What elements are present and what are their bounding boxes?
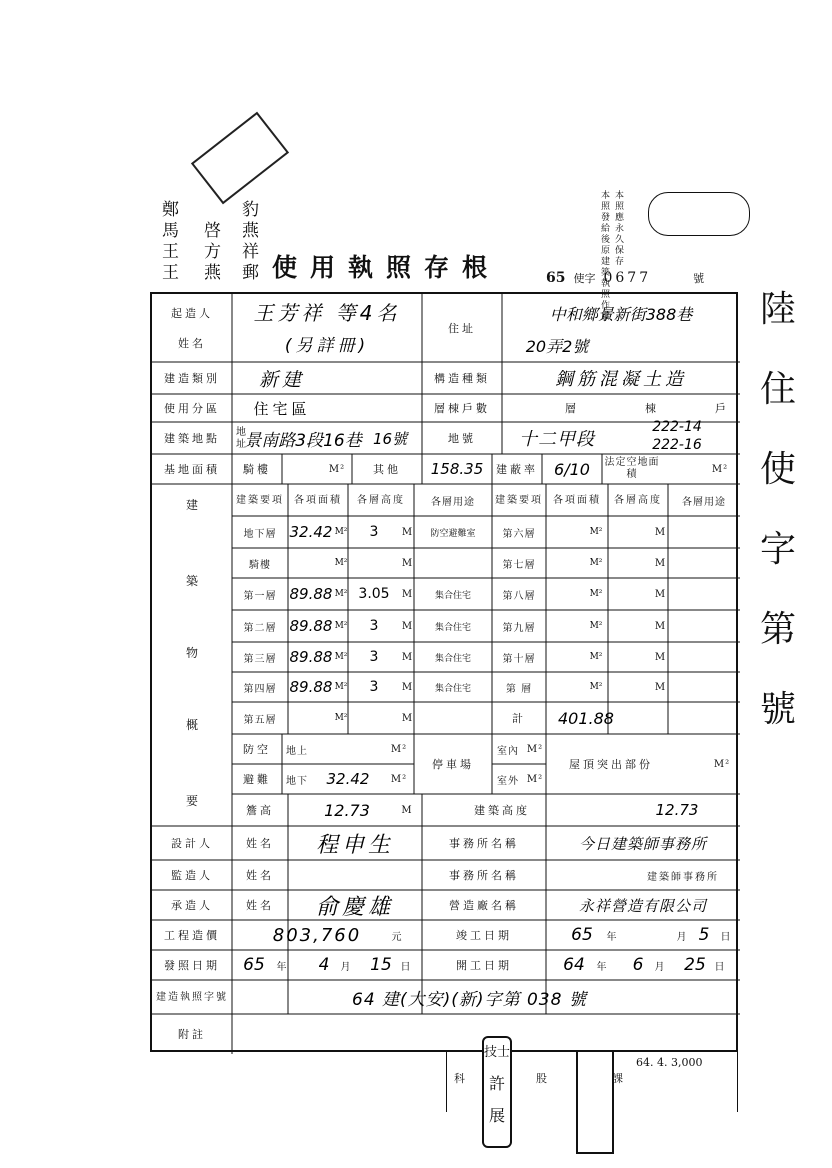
floor-area-unit-right: M² — [589, 652, 603, 662]
technician-stamp — [482, 1036, 512, 1148]
builder-note: (另詳冊) — [284, 335, 370, 356]
floor-name: 第四層 — [243, 683, 277, 695]
legal-open-unit: M² — [711, 463, 729, 475]
floor-height — [348, 548, 400, 578]
completion-year: 65 — [571, 925, 593, 945]
signoff-7: 啓 — [204, 221, 221, 241]
floor-use — [414, 548, 492, 578]
supervisor-label: 監造人 — [171, 869, 213, 882]
contractor-company: 永祥營造有限公司 — [578, 896, 707, 915]
outdoor-unit: M² — [526, 773, 544, 785]
parking-label: 停車場 — [432, 758, 474, 771]
floor-name: 第三層 — [243, 653, 277, 665]
start-day: 25 — [684, 955, 706, 975]
floor-height-unit-right: M — [654, 557, 666, 569]
head-use-left: 各層用途 — [431, 496, 475, 508]
builder-value: 王芳祥 等4名 — [253, 300, 401, 325]
overview-char-2: 築 — [186, 574, 199, 588]
floor-area: 89.88 — [289, 585, 333, 603]
start-year-unit: 年 — [596, 961, 608, 973]
designer-name-label: 姓名 — [246, 837, 274, 850]
evacuation-label: 避難 — [243, 773, 271, 786]
floor-height-unit: M — [401, 526, 413, 538]
bottom-small-label-2: 股 — [536, 1072, 547, 1085]
start-day-unit: 日 — [714, 961, 726, 973]
top-right-bracket — [648, 192, 750, 236]
floor-area-unit-right: M² — [589, 558, 603, 568]
contractor-name: 俞慶雄 — [315, 894, 394, 920]
arcade-label: 騎樓 — [243, 463, 271, 476]
permit-label: 建造執照字號 — [156, 991, 228, 1003]
designer-office: 今日建築師事務所 — [578, 834, 707, 853]
completion-label: 竣工日期 — [456, 929, 512, 942]
floor-height: 3 — [369, 524, 379, 540]
doc-number-middle: 使字 — [573, 272, 596, 285]
coverage-value: 6/10 — [554, 459, 590, 479]
floor-height-unit-right: M — [654, 588, 666, 600]
floor-area-unit-right: M² — [589, 589, 603, 599]
supervisor-office-label: 事務所名稱 — [449, 869, 519, 882]
page-title: 使用執照存根 — [272, 253, 501, 282]
signoff-4: 王 — [162, 263, 179, 283]
floor-height-unit: M — [401, 557, 413, 569]
floor-height-unit-right: M — [654, 651, 666, 663]
permit-form — [150, 292, 738, 1052]
head-area-left: 各項面積 — [294, 494, 342, 506]
head-height-right: 各層高度 — [614, 494, 662, 506]
floors-unit-household: 戶 — [715, 402, 729, 415]
head-height-left: 各層高度 — [357, 494, 405, 506]
overview-char-4: 概 — [186, 718, 199, 732]
above-ground-label: 地上 — [286, 745, 308, 757]
lot-label: 地號 — [448, 432, 476, 445]
floor-height — [348, 702, 400, 734]
floor-name-right: 第八層 — [502, 590, 536, 602]
technician-stamp-name-2: 展 — [488, 1106, 505, 1125]
overview-char-1: 建 — [186, 498, 199, 512]
floor-height-unit: M — [401, 588, 413, 600]
signoff-11: 郵 — [242, 263, 259, 283]
use-zone-value: 住宅區 — [253, 399, 311, 418]
print-info: 64. 4. 3,000 — [636, 1056, 703, 1069]
floor-height: 3 — [369, 679, 379, 695]
doc-number-prefix: 65 — [546, 270, 566, 286]
bottom-small-label-3: 課 — [612, 1072, 623, 1085]
floor-height-unit: M — [401, 712, 413, 724]
floor-area-unit: M² — [334, 652, 348, 662]
floor-area-unit: M² — [334, 713, 348, 723]
floors-unit-floor: 層 — [565, 402, 579, 415]
cost-value: 803,760 — [272, 924, 362, 946]
below-ground-value: 32.42 — [326, 770, 370, 788]
floor-height-unit-right: M — [654, 526, 666, 538]
above-ground-unit: M² — [390, 743, 408, 755]
floor-area-unit: M² — [334, 682, 348, 692]
floors-label: 層棟戶數 — [434, 402, 490, 415]
side-char-3: 使 — [760, 449, 797, 490]
start-date-label: 開工日期 — [456, 959, 512, 972]
floor-area-unit-right: M² — [589, 527, 603, 537]
below-ground-unit: M² — [390, 773, 408, 785]
floor-height-unit: M — [401, 681, 413, 693]
site-label: 建築地點 — [164, 432, 220, 445]
second-stamp — [576, 1050, 614, 1154]
start-month-unit: 月 — [654, 961, 666, 973]
floor-name-right: 第 層 — [505, 683, 533, 695]
building-class-value: 新建 — [258, 368, 305, 391]
overview-char-5: 要 — [186, 794, 199, 808]
doc-number-value: 0677 — [603, 270, 652, 286]
floor-height: 3 — [369, 618, 379, 634]
civil-defense-label: 防空 — [243, 743, 271, 756]
site-value-2: 16號 — [372, 429, 408, 448]
floor-use: 集合住宅 — [434, 653, 471, 664]
supervisor-office: 建築師事務所 — [647, 871, 719, 883]
completion-day: 5 — [698, 925, 710, 945]
floor-name: 第五層 — [243, 714, 277, 726]
signoff-1: 鄭 — [162, 200, 179, 220]
floor-use: 防空避難室 — [430, 528, 476, 539]
floor-name: 騎樓 — [249, 559, 271, 571]
floor-area-unit: M² — [334, 527, 348, 537]
floor-area-unit-right: M² — [589, 682, 603, 692]
start-month: 6 — [632, 955, 644, 975]
roof-protrusion-unit: M² — [713, 758, 731, 770]
floor-name: 地下層 — [243, 528, 277, 540]
outdoor-label: 室外 — [497, 775, 519, 787]
address-value: 中和鄉景新街388巷 — [549, 304, 693, 324]
floor-area-unit-right: M² — [589, 621, 603, 631]
signoff-6: 豹 — [242, 200, 259, 220]
signoff-3: 王 — [162, 242, 179, 262]
issue-date-label: 發照日期 — [164, 959, 220, 972]
floor-area: 32.42 — [289, 523, 333, 541]
other-value: 158.35 — [430, 460, 484, 478]
overview-char-3: 物 — [186, 646, 199, 660]
completion-year-unit: 年 — [606, 931, 618, 943]
permit-value: 64 建(大安)(新)字第 038 號 — [352, 989, 587, 1010]
floor-area: 89.88 — [289, 648, 333, 666]
issue-day-unit: 日 — [400, 961, 412, 973]
floors-unit-building: 棟 — [645, 402, 659, 415]
side-char-6: 號 — [760, 689, 797, 730]
eave-height-unit: M — [401, 804, 413, 816]
building-class-label: 建造類別 — [164, 372, 220, 385]
floor-area-unit: M² — [334, 558, 348, 568]
side-char-1: 陸 — [760, 289, 797, 330]
start-year: 64 — [563, 955, 585, 975]
floor-area: 89.88 — [289, 617, 333, 635]
technician-stamp-title: 技士 — [484, 1045, 511, 1060]
below-ground-label: 地下 — [286, 775, 308, 787]
arcade-unit: M² — [328, 463, 346, 475]
structure-value: 鋼筋混凝土造 — [555, 369, 687, 390]
head-use-right: 各層用途 — [682, 496, 726, 508]
roof-protrusion-label: 屋頂突出部份 — [569, 758, 653, 771]
issue-year: 65 — [243, 955, 265, 975]
designer-office-label: 事務所名稱 — [449, 837, 519, 850]
lot-number-2: 222-16 — [652, 437, 702, 453]
top-right-note-1: 本照發給後原建築執照作廢 — [599, 190, 609, 322]
structure-label: 構造種類 — [434, 372, 490, 385]
indoor-unit: M² — [526, 743, 544, 755]
signoff-9: 祥 — [242, 242, 259, 262]
floor-use — [414, 702, 492, 734]
floor-name: 第二層 — [243, 622, 277, 634]
side-char-2: 住 — [760, 369, 797, 410]
signoff-2: 馬 — [162, 221, 179, 241]
side-annotations — [760, 270, 820, 750]
signoff-5: 燕 — [204, 263, 221, 283]
site-value: 景南路3段16巷 — [244, 430, 362, 451]
base-area-label: 基地面積 — [164, 463, 220, 476]
floor-area — [288, 702, 334, 734]
total-label: 計 — [512, 712, 526, 725]
designer-label: 設計人 — [171, 837, 213, 850]
floor-name: 第一層 — [243, 590, 277, 602]
signoff-block — [162, 200, 282, 284]
use-zone-label: 使用分區 — [164, 402, 220, 415]
lot-number-1: 222-14 — [652, 419, 702, 435]
lot-value: 十二甲段 — [519, 429, 595, 450]
site-sub-label: 地址 — [233, 426, 245, 450]
technician-stamp-name-1: 許 — [488, 1074, 505, 1093]
address-label: 住址 — [448, 322, 476, 335]
indoor-label: 室內 — [497, 745, 519, 757]
issue-day: 15 — [370, 955, 392, 975]
cost-label: 工程造價 — [164, 929, 220, 942]
completion-month-unit: 月 — [676, 931, 688, 943]
builder-label: 起造人 — [171, 307, 213, 320]
name-label: 姓名 — [178, 337, 206, 350]
floor-height-unit: M — [401, 620, 413, 632]
floor-use: 集合住宅 — [434, 683, 471, 694]
contractor-name-label: 姓名 — [246, 899, 274, 912]
contractor-label: 承造人 — [171, 899, 213, 912]
bottom-stamp-area — [446, 1045, 736, 1156]
approval-stamp — [191, 112, 289, 205]
floor-area-unit: M² — [334, 589, 348, 599]
signoff-8: 方 — [204, 242, 221, 262]
building-height-label: 建築高度 — [474, 804, 530, 817]
head-items-left: 建築要項 — [236, 494, 284, 506]
floor-area: 89.88 — [289, 678, 333, 696]
eave-height-label: 簷高 — [246, 804, 274, 817]
floor-height: 3.05 — [358, 586, 390, 602]
issue-month-unit: 月 — [340, 961, 352, 973]
address-value-2: 20弄2號 — [525, 336, 589, 356]
remarks-label: 附註 — [178, 1028, 206, 1041]
issue-month: 4 — [318, 955, 330, 975]
side-char-5: 第 — [760, 609, 797, 650]
other-label: 其他 — [373, 463, 401, 476]
floor-use: 集合住宅 — [434, 622, 471, 633]
signoff-10: 燕 — [242, 221, 259, 241]
top-right-note-2: 本照應永久保存 — [613, 190, 623, 267]
side-char-4: 字 — [760, 529, 797, 570]
floor-area-unit: M² — [334, 621, 348, 631]
supervisor-name-label: 姓名 — [246, 869, 274, 882]
building-height-value: 12.73 — [655, 801, 699, 819]
contractor-company-label: 營造廠名稱 — [449, 899, 519, 912]
floor-height-unit-right: M — [654, 681, 666, 693]
floor-name-right: 第六層 — [502, 528, 536, 540]
floor-name-right: 第九層 — [502, 622, 536, 634]
issue-year-unit: 年 — [276, 961, 288, 973]
eave-height-value: 12.73 — [324, 800, 370, 820]
bottom-small-label-1: 科 — [454, 1072, 465, 1085]
floor-height-unit: M — [401, 651, 413, 663]
total-value: 401.88 — [558, 708, 614, 728]
floor-use: 集合住宅 — [434, 590, 471, 601]
floor-height-unit-right: M — [654, 620, 666, 632]
floor-area — [288, 548, 334, 578]
cost-unit: 元 — [391, 931, 403, 943]
doc-number-suffix: 號 — [693, 272, 705, 285]
legal-open-label: 法定空地面積 — [604, 457, 660, 480]
completion-day-unit: 日 — [720, 931, 732, 943]
designer-name: 程申生 — [315, 832, 394, 858]
floor-name-right: 第七層 — [502, 559, 536, 571]
head-area-right: 各項面積 — [553, 494, 601, 506]
head-items-right: 建築要項 — [495, 494, 543, 506]
floor-name-right: 第十層 — [502, 653, 536, 665]
doc-number — [546, 270, 704, 286]
floor-height: 3 — [369, 649, 379, 665]
coverage-label: 建蔽率 — [496, 463, 538, 476]
building-overview-label — [152, 484, 232, 826]
